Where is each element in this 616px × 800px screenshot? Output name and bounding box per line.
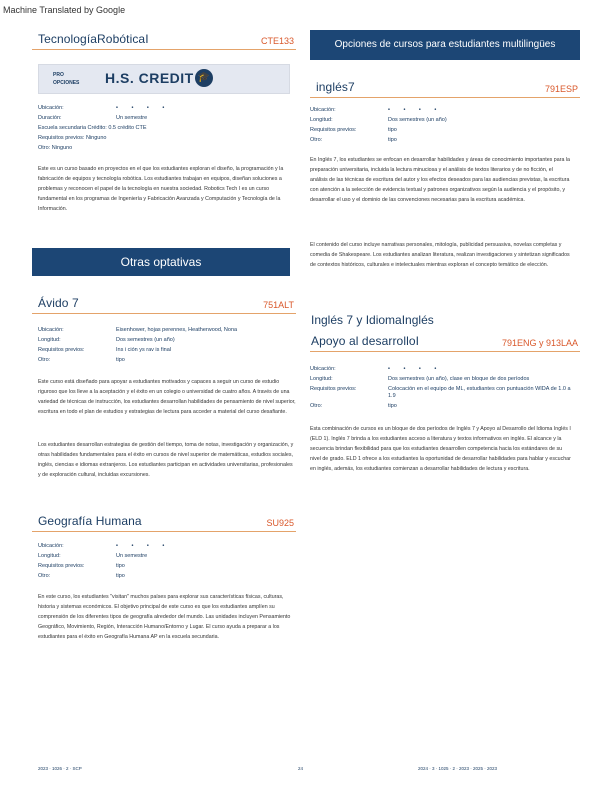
multilingual-banner: Opciones de cursos para estudiantes multilingües — [310, 30, 580, 60]
apoyo-info: Ubicación: • • • • Longitud: Dos semestres (un año), clase en bloque de dos períodos Requisitos previos: Colocación en el equipo de ML, estudiantes con puntuación WIDA de 1.0 a 1.9 Otro: tipo — [310, 366, 571, 409]
geo-info: Ubicación: • • • • Longitud: Un semestre Requisitos previos: tipo Otro: tipo — [38, 543, 171, 579]
apoyo-code: 791ENG y 913LAA — [501, 338, 578, 348]
geo-description: En este curso, los estudiantes "visitan" muchos países para explorar sus características físicas, culturas, historia y sistemas económicos. El objetivo principal de este curso es que los estudiantes amplíen su comprensión de los diferentes tipos de geografía alrededor del mundo. Las unidades incluyen Pensamiento Geográfico, Movimiento, Región, Interacción Humano/Entorno y Lugar. El curso ayuda a preparar a los estudiantes para el éxito en Geografía Humana AP en la escuela secundaria. — [38, 594, 291, 640]
tech-title: TecnologíaRobóticaI — [38, 32, 149, 46]
avido-description-2: Los estudiantes desarrollan estrategias de gestión del tiempo, toma de notas, investigación y organización, y otras habilidades fundamentales para el éxito en cursos de nivel superior de matemáticas, estudios sociales, inglés, ciencias e idiomas extranjeros. Los estudiantes participan en actividades universitarias, profesionales y de exploración cultural, incluidas excursiones. — [38, 442, 294, 478]
ingles7-description-2: El contenido del curso incluye narrativas personales, mitología, publicidad persuasiva, novelas completas y comedia de Shakespeare. Los estudiantes analizan literatura, realizan investigaciones y sintetizan significados de contextos históricos, culturales e intelectuales mientras exploran el concepto temático de elección. — [310, 242, 570, 268]
avido-code: 751ALT — [263, 300, 294, 310]
apoyo-section — [310, 0, 580, 800]
avido-description-1: Este curso está diseñado para apoyar a estudiantes motivados y capaces a seguir un curso de estudio riguroso que los lleve a la aceptación y el éxito en un colegio o universidad de cuatro años. A través de una variedad de técnicas de instrucción, los estudiantes desarrollan habilidades de pensamiento de nivel superior, escritura en todo el plan de estudios y estrategias de lectura para acceder a material del curso desafiante. — [38, 379, 296, 415]
footer-page-number: 24 — [298, 766, 304, 771]
otras-optativas-banner: Otras optativas — [32, 248, 290, 276]
apoyo-header — [310, 330, 580, 352]
apoyo-head-line1: Inglés 7 y IdiomaInglés — [311, 313, 434, 327]
tech-description: Este es un curso basado en proyectos en el que los estudiantes exploran el diseño, la programación y la fabricación de equipos y tecnología robótica. Los estudiantes trabajan en equipos, diseñan soluciones a problemas y reconocen el papel de la tecnología en nuestra sociedad. Robotics Tech I es un curso fundamental en los programas de Ingeniería y Fabricación Avanzada y Computación y Tecnología de la Información. — [38, 166, 284, 212]
ingles7-title: inglés7 — [316, 80, 355, 94]
avido-info: Ubicación: Eisenhower, hojas perennes, Heatherwood, Nona Longitud: Dos semestres (un año) Requisitos previos: Ins i ción ys rav is final Otro: tipo — [38, 327, 238, 363]
geo-code: SU925 — [266, 518, 294, 528]
apoyo-title: Apoyo al desarrolloI — [311, 334, 420, 348]
geo-section — [32, 0, 296, 800]
tech-info: Ubicación: • • • • Duración: Un semestre Escuela secundaria Crédito: 0.5 crédito CTE Requisitos previos: Ninguno Otro: Ninguno — [38, 105, 171, 151]
ingles7-code: 791ESP — [544, 84, 578, 94]
geo-header — [32, 510, 296, 532]
hs-credit-label: H.S. CREDIT — [105, 70, 194, 86]
machine-translated-banner: Machine Translated by Google — [3, 5, 126, 15]
footer-right: 2024 · 3 · 1025 · 2 · 2023 · 2025 · 2023 — [418, 766, 498, 771]
ingles7-description-1: En Inglés 7, los estudiantes se enfocan en desarrollar habilidades y áreas de conocimiento importantes para la preparación universitaria, incluida la lectura minuciosa y el análisis de textos literarios y de no ficción, el análisis de las técnicas de escritura del autor y los efectos deseados para las audiencias previstas, la escritura con atención a la selección de evidencia textual y patrones organizativos según la audiencia y el propósito, y desarrollar el uso y el dominio de las convenciones necesarias para la escritura académica. — [310, 157, 570, 203]
geo-title: Geografía Humana — [38, 514, 142, 528]
footer-left: 2023 · 1026 · 2 · SCP — [38, 766, 82, 771]
hs-small-text: PRO OPCIONES — [53, 72, 80, 86]
tech-code: CTE133 — [260, 36, 294, 46]
apoyo-description: Esta combinación de cursos es un bloque de dos períodos de Inglés 7 y Apoyo al Desarrollo del Idioma Inglés I (ELD 1). Inglés 7 brinda a los estudiantes acceso a literatura y textos informativos en inglés. El alcance y la secuencia brindan flexibilidad para que los estudiantes desarrollen competencia hacia los estándares de su nivel de grado. ELD 1 ofrece a los estudiantes la oportunidad de desarrollar habilidades para hablar y escuchar en inglés, además, los estudiantes comienzan a desarrollar habilidades de lectura y escritura. — [310, 426, 571, 472]
avido-title: Ávido 7 — [38, 296, 79, 310]
graduation-cap-icon: 🎓 — [195, 69, 213, 87]
ingles7-info: Ubicación: • • • • Longitud: Dos semestres (un año) Requisitos previos: tipo Otro: tipo — [310, 107, 447, 143]
